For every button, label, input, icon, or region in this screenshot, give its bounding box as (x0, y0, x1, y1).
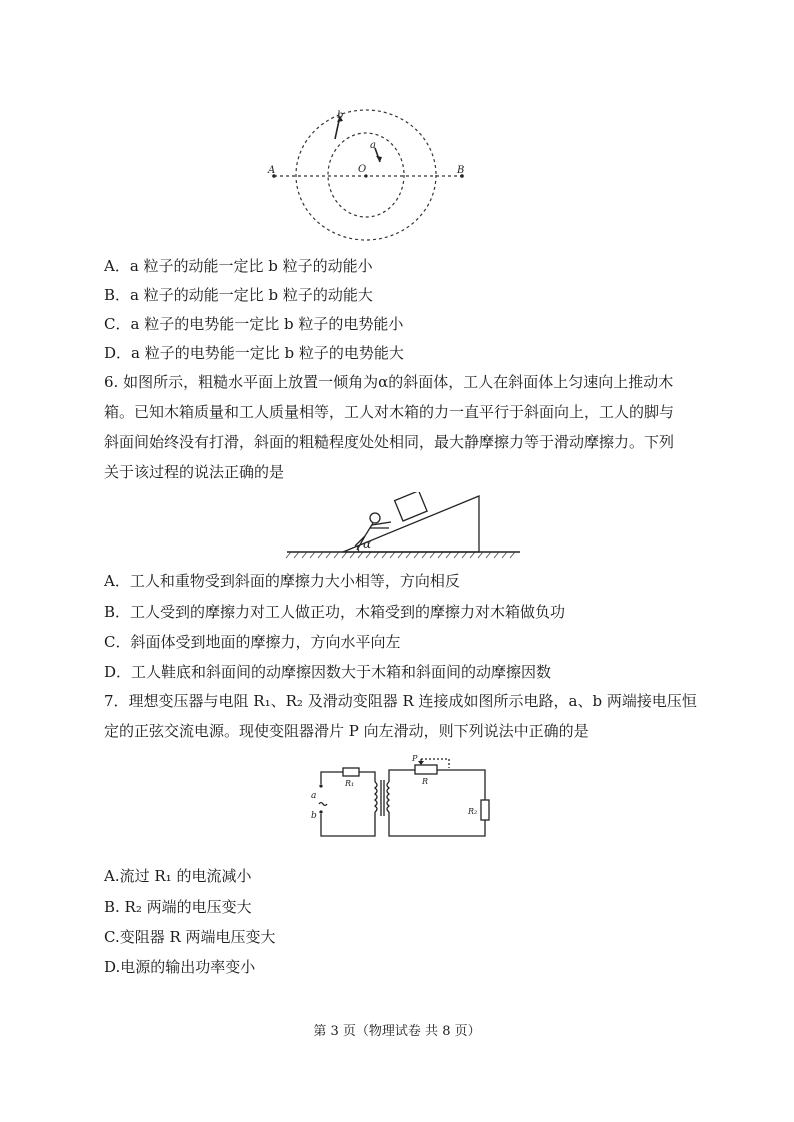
q7-stem (104, 686, 704, 746)
electric-field-figure (260, 100, 480, 250)
label-R: R (422, 777, 429, 786)
label-a: a (311, 791, 317, 801)
transformer-circuit-figure (305, 752, 495, 846)
label-P: P (412, 754, 418, 763)
q7-option-c: C.变阻器 R 两端电压变大 (104, 928, 276, 946)
q6-option-b: B．工人受到的摩擦力对工人做正功，木箱受到的摩擦力对木箱做负功 (104, 603, 566, 621)
q6-option-c: C．斜面体受到地面的摩擦力，方向水平向左 (104, 633, 401, 651)
incline-figure (285, 492, 525, 564)
label-b: b (337, 110, 344, 121)
q6-option-d: D．工人鞋底和斜面间的动摩擦因数大于木箱和斜面间的动摩擦因数 (104, 663, 552, 681)
q6-stem-line: 6. 如图所示，粗糙水平面上放置一倾角为α的斜面体，工人在斜面体上匀速向上推动木 (104, 373, 674, 391)
q6-option-a: A．工人和重物受到斜面的摩擦力大小相等，方向相反 (104, 572, 460, 590)
label-R2: R₂ (468, 807, 478, 816)
alpha-label: α (363, 537, 372, 551)
q7-option-a: A.流过 R₁ 的电流减小 (104, 867, 252, 885)
q6-stem-line: 箱。已知木箱质量和工人质量相等，工人对木箱的力一直平行于斜面向上，工人的脚与 (104, 403, 675, 421)
label-B: B (457, 165, 465, 176)
q7-stem-line: 定的正弦交流电源。现使变阻器滑片 P 向左滑动，则下列说法中正确的是 (104, 722, 589, 740)
q7-option-b: B. R₂ 两端的电压变大 (104, 898, 252, 916)
label-b: b (311, 811, 317, 821)
q5-option-a: A．a 粒子的动能一定比 b 粒子的动能小 (104, 257, 373, 275)
q7-stem-line: 7．理想变压器与电阻 R₁、R₂ 及滑动变阻器 R 连接成如图所示电路，a、b 两端接电压恒 (104, 692, 697, 710)
q6-stem-line: 关于该过程的说法正确的是 (104, 463, 285, 481)
q6-stem (104, 367, 704, 487)
label-a: a (370, 140, 376, 151)
q5-option-d: D．a 粒子的电势能一定比 b 粒子的电势能大 (104, 344, 404, 362)
q6-stem-line: 斜面间始终没有打滑，斜面的粗糙程度处处相同，最大静摩擦力等于滑动摩擦力。下列 (104, 433, 675, 451)
q5-option-b: B．a 粒子的动能一定比 b 粒子的动能大 (104, 286, 373, 304)
label-A: A (268, 165, 276, 176)
q7-option-d: D.电源的输出功率变小 (104, 958, 256, 976)
label-R1: R₁ (345, 779, 355, 788)
label-O: O (358, 164, 367, 175)
q5-option-c: C．a 粒子的电势能一定比 b 粒子的电势能小 (104, 315, 404, 333)
page-footer: 第 3 页（物理试卷 共 8 页） (313, 1024, 481, 1039)
